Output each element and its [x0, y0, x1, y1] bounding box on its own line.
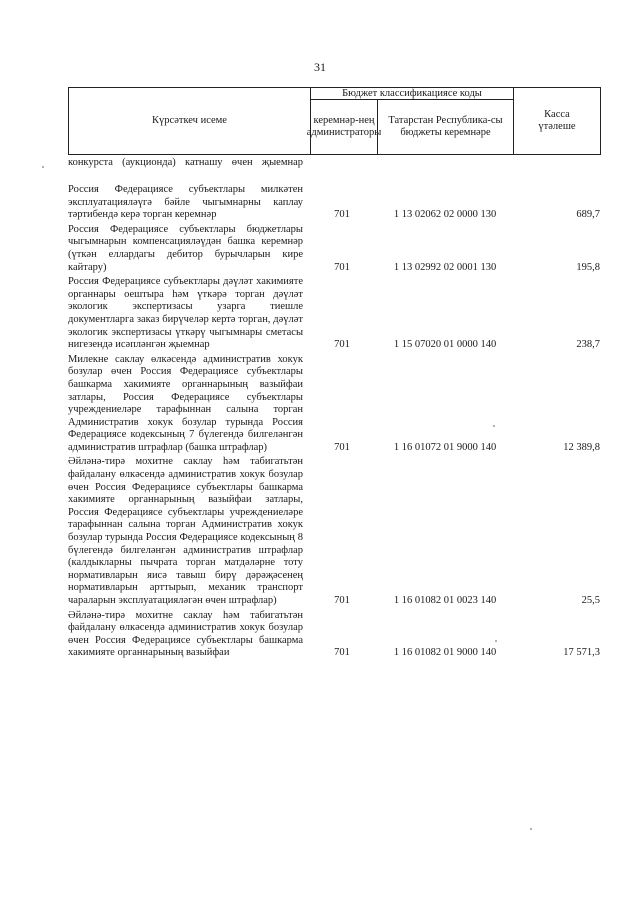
row-admin-code: 701 — [334, 441, 350, 453]
header-cash-execution — [513, 87, 601, 155]
row-admin-code: 701 — [334, 209, 350, 221]
table-row — [68, 610, 600, 660]
row-amount: 25,5 — [581, 595, 600, 606]
header-revenue-code — [377, 99, 514, 155]
row-amount: 238,7 — [576, 339, 600, 351]
row-revenue-code: 1 16 01082 01 9000 140 — [393, 647, 497, 659]
row-admin-code: 701 — [334, 261, 350, 273]
row-amount: 195,8 — [576, 261, 600, 273]
row-revenue-code: 1 16 01082 01 0023 140 — [393, 595, 497, 606]
row-description: Әйләнә-тирә мохитне саклау һәм табигатьтән файдалану өлкәсендә административ хокук бозулар өчен Россия Федерациясе субъектлары башкарма хакимияте органнарының вазыйфаи — [68, 609, 303, 659]
header-budget-code-group-text: Бюджет классификациясе коды — [342, 87, 482, 99]
row-revenue-code: 1 15 07020 01 0000 140 — [393, 339, 497, 351]
row-revenue-code: 1 13 02062 02 0000 130 — [393, 209, 497, 221]
table-row — [68, 224, 600, 274]
row-description: Россия Федерациясе субъектлары милкәтен эксплуатацияләүгә бәйле чыгымнарны каплау тәртибендә керә торган керемнәр — [68, 184, 303, 221]
table-row — [68, 276, 600, 352]
header-indicator-name — [68, 87, 311, 155]
row-amount: 689,7 — [576, 209, 600, 221]
row-revenue-code: 1 16 01072 01 9000 140 — [393, 441, 497, 453]
row-description: конкурста (аукционда) катнашу өчен җыемнар — [68, 157, 303, 168]
scan-speck — [493, 425, 495, 427]
table-body — [68, 157, 600, 660]
row-amount: 17 571,3 — [563, 647, 600, 659]
row-revenue-code: 1 13 02992 02 0001 130 — [393, 261, 497, 273]
scan-speck — [42, 166, 44, 168]
page-number: 31 — [314, 60, 326, 74]
header-cash-execution-text: Касса үтәлеше — [538, 109, 576, 132]
row-amount: 12 389,8 — [563, 441, 600, 453]
header-indicator-name-text: Күрсәткеч исеме — [152, 115, 227, 126]
row-admin-code: 701 — [334, 595, 350, 606]
row-admin-code: 701 — [334, 339, 350, 351]
scan-speck — [495, 640, 497, 642]
table-row — [68, 157, 600, 182]
header-admin-code — [306, 99, 382, 155]
row-description: Милекне саклау өлкәсендә административ хокук бозулар өчен Россия Федерациясе субъектлары башкарма хакимияте органнарының вазыйфаи затлары, Россия Федерациясе субъектлары учреждениеләре тарафыннан салына торган Административ хокук бозулар турында Россия Федерациясе кодексының 7 бүлегендә билгеләнгән административ штрафлар (башка штрафлар) — [68, 353, 303, 453]
row-description: Әйләнә-тирә мохитне саклау һәм табигатьтән файдалану өлкәсендә административ хокук бозулар өчен Россия Федерациясе субъектлары башкарма хакимияте органнарының вазыйфаи затлары, Россия Федерациясе субъектлары учреждениеләре тарафыннан салына торган Административ хокук бозулар турында Россия Федерациясе кодексының 8 бүлегендә билгеләнгән административ штрафлар (калдыкларны пычрата торган матдәләрне тоту нормативларын яисә тавыш бирү дәрәҗәсенең нормативларын арттырып, механик транспорт чараларын эксплуатацияләгән өчен штрафлар) — [68, 456, 303, 606]
row-description: Россия Федерациясе субъектлары дәүләт хакимияте органнары оештыра һәм үткәрә торган дәүләт экологик экспертизасы узарга тиешле документларга заказ бирүчеләр кертә торган, дәүләт экологик экспертизасы үткәрү чыгымнары сметасы нигезендә исәпләнгән җыемнар — [68, 276, 303, 351]
header-revenue-code-text: Татарстан Республика-сы бюджеты керемнәре — [388, 115, 503, 138]
table-row — [68, 354, 600, 455]
table-row — [68, 456, 600, 607]
row-description: Россия Федерациясе субъектлары бюджетлары чыгымнарын компенсацияләүдән башка керемнәр (үткән еллардагы дебитор бурычларын кире кайтару) — [68, 223, 303, 273]
header-admin-code-text: керемнәр-нең администраторы — [306, 115, 382, 138]
table-row — [68, 184, 600, 222]
scan-speck — [530, 828, 532, 830]
row-admin-code: 701 — [334, 647, 350, 659]
